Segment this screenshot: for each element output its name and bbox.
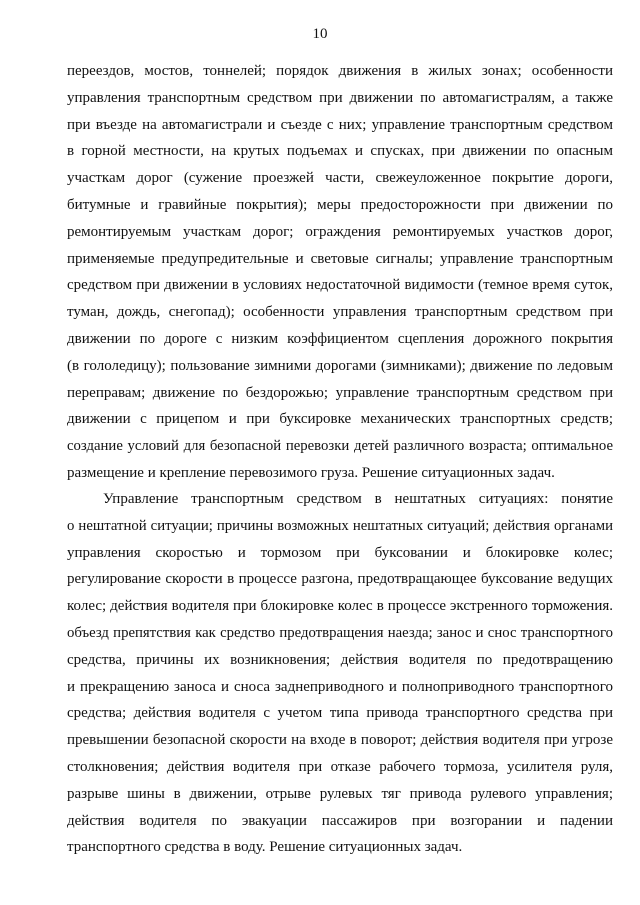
text-line: разрыве шины в движении, отрыве рулевых тяг привода рулевого управления; [67,785,613,802]
text-line: туман, дождь, снегопад); особенности управления транспортным средством при [67,304,613,321]
text-line: размещение и крепление перевозимого груза. Решение ситуационных задач. [67,464,555,481]
text-line: создание условий для безопасной перевозки детей различного возраста; оптимальное [67,438,613,455]
page-number: 10 [312,26,328,42]
text-line: столкновения; действия водителя при отказе рабочего тормоза, усилителя руля, [67,758,613,775]
text-line: средства, причины их возникновения; действия водителя по предотвращению [67,651,613,668]
paragraph-1 [67,58,613,487]
text-line: управления транспортным средством при движении по автомагистралям, а также [67,89,613,106]
text-line: средства; действия водителя с учетом типа привода транспортного средства при [67,705,613,722]
text-line: в горной местности, на крутых подъемах и спусках, при движении по опасным [67,143,613,160]
text-line: переправам; движение по бездорожью; управление транспортным средством при [67,384,613,401]
text-line: (в гололедицу); пользование зимними дорогами (зимниками); движение по ледовым [67,357,613,374]
text-line: движении по дороге с низким коэффициентом сцепления дорожного покрытия [67,330,613,347]
text-line: битумные и гравийные покрытия); меры предосторожности при движении по [67,196,613,213]
text-line: о нештатной ситуации; причины возможных нештатных ситуаций; действия органами [67,517,613,534]
paragraph-2 [67,486,613,861]
text-line: ремонтируемым участкам дорог; ограждения ремонтируемых участков дорог, [67,223,613,240]
text-line: управления скоростью и тормозом при буксовании и блокировке колес; [67,544,613,561]
text-line: превышении безопасной скорости на входе в поворот; действия водителя при угрозе [67,732,613,749]
text-line: участкам дорог (сужение проезжей части, свежеуложенное покрытие дороги, [67,170,613,187]
text-line: применяемые предупредительные и световые сигналы; управление транспортным [67,250,613,267]
text-line: Управление транспортным средством в нештатных ситуациях: понятие [103,491,613,507]
text-line: при въезде на автомагистрали и съезде с них; управление транспортным средством [67,116,613,133]
text-line: регулирование скорости в процессе разгона, предотвращающее буксование ведущих [67,571,613,588]
text-line: колес; действия водителя при блокировке колес в процессе экстренного торможения. [67,598,613,615]
text-line: действия водителя по эвакуации пассажиров при возгорании и падении [67,812,613,829]
text-line: транспортного средства в воду. Решение ситуационных задач. [67,839,463,856]
text-line: и прекращению заноса и сноса заднеприводного и полноприводного транспортного [67,678,613,695]
text-line: движении с прицепом и при буксировке механических транспортных средств; [67,411,613,428]
text-line: объезд препятствия как средство предотвращения наезда; занос и снос транспортного [67,624,613,641]
text-line: переездов, мостов, тоннелей; порядок движения в жилых зонах; особенности [67,63,613,79]
text-line: средством при движении в условиях недостаточной видимости (темное время суток, [67,277,613,294]
